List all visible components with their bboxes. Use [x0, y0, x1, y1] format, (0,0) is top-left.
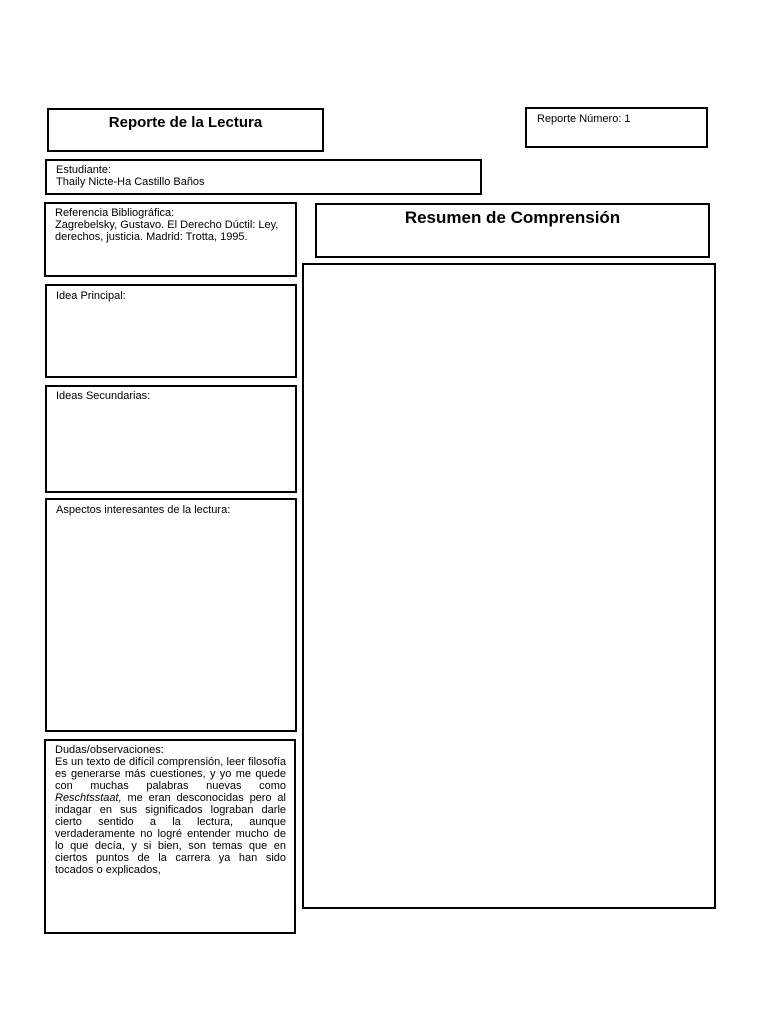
summary-content-box[interactable] — [302, 263, 716, 909]
report-number-label: Reporte Número: 1 — [537, 113, 631, 125]
student-label: Estudiante: — [56, 164, 112, 176]
report-title: Reporte de la Lectura — [108, 114, 263, 131]
secondary-ideas-label: Ideas Secundarias: — [56, 390, 151, 402]
doubts-text-start: Es un texto de difícil comprensión, leer filosofía es generarse más cuestiones, y yo me quede con muchas palabras nuevas como — [55, 756, 286, 792]
doubts-italic-term: Reschtsstaat, — [55, 792, 122, 804]
summary-title: Resumen de Comprensión — [404, 208, 621, 227]
summary-title-box — [315, 203, 710, 258]
main-idea-box[interactable] — [45, 284, 297, 378]
bibliography-box — [44, 202, 297, 277]
report-number-box — [525, 107, 708, 148]
doubts-text — [55, 756, 286, 876]
student-box — [45, 159, 482, 195]
doubts-text-end: me eran desconocidas pero al indagar en sus significados lograban darle cierto sentido a la lectura, aunque verdaderamente no logré entender mucho de lo que decía, y si bien, son temas que en ciertos puntos de la carrera ya han sido tocados o explicados, — [55, 792, 286, 876]
secondary-ideas-box[interactable] — [45, 385, 297, 493]
bibliography-text: Zagrebelsky, Gustavo. El Derecho Dúctil: Ley, derechos, justicia. Madrid: Trotta, 1995. — [55, 219, 279, 243]
main-idea-label: Idea Principal: — [56, 290, 126, 302]
interesting-aspects-box[interactable] — [45, 498, 297, 732]
doubts-box[interactable] — [44, 739, 296, 934]
doubts-label: Dudas/observaciones: — [55, 744, 164, 756]
interesting-aspects-label: Aspectos interesantes de la lectura: — [56, 504, 231, 516]
report-title-box — [47, 108, 324, 152]
student-name: Thaily Nicte-Ha Castillo Baños — [56, 176, 205, 188]
bibliography-label: Referencia Bibliográfica: — [55, 207, 175, 219]
